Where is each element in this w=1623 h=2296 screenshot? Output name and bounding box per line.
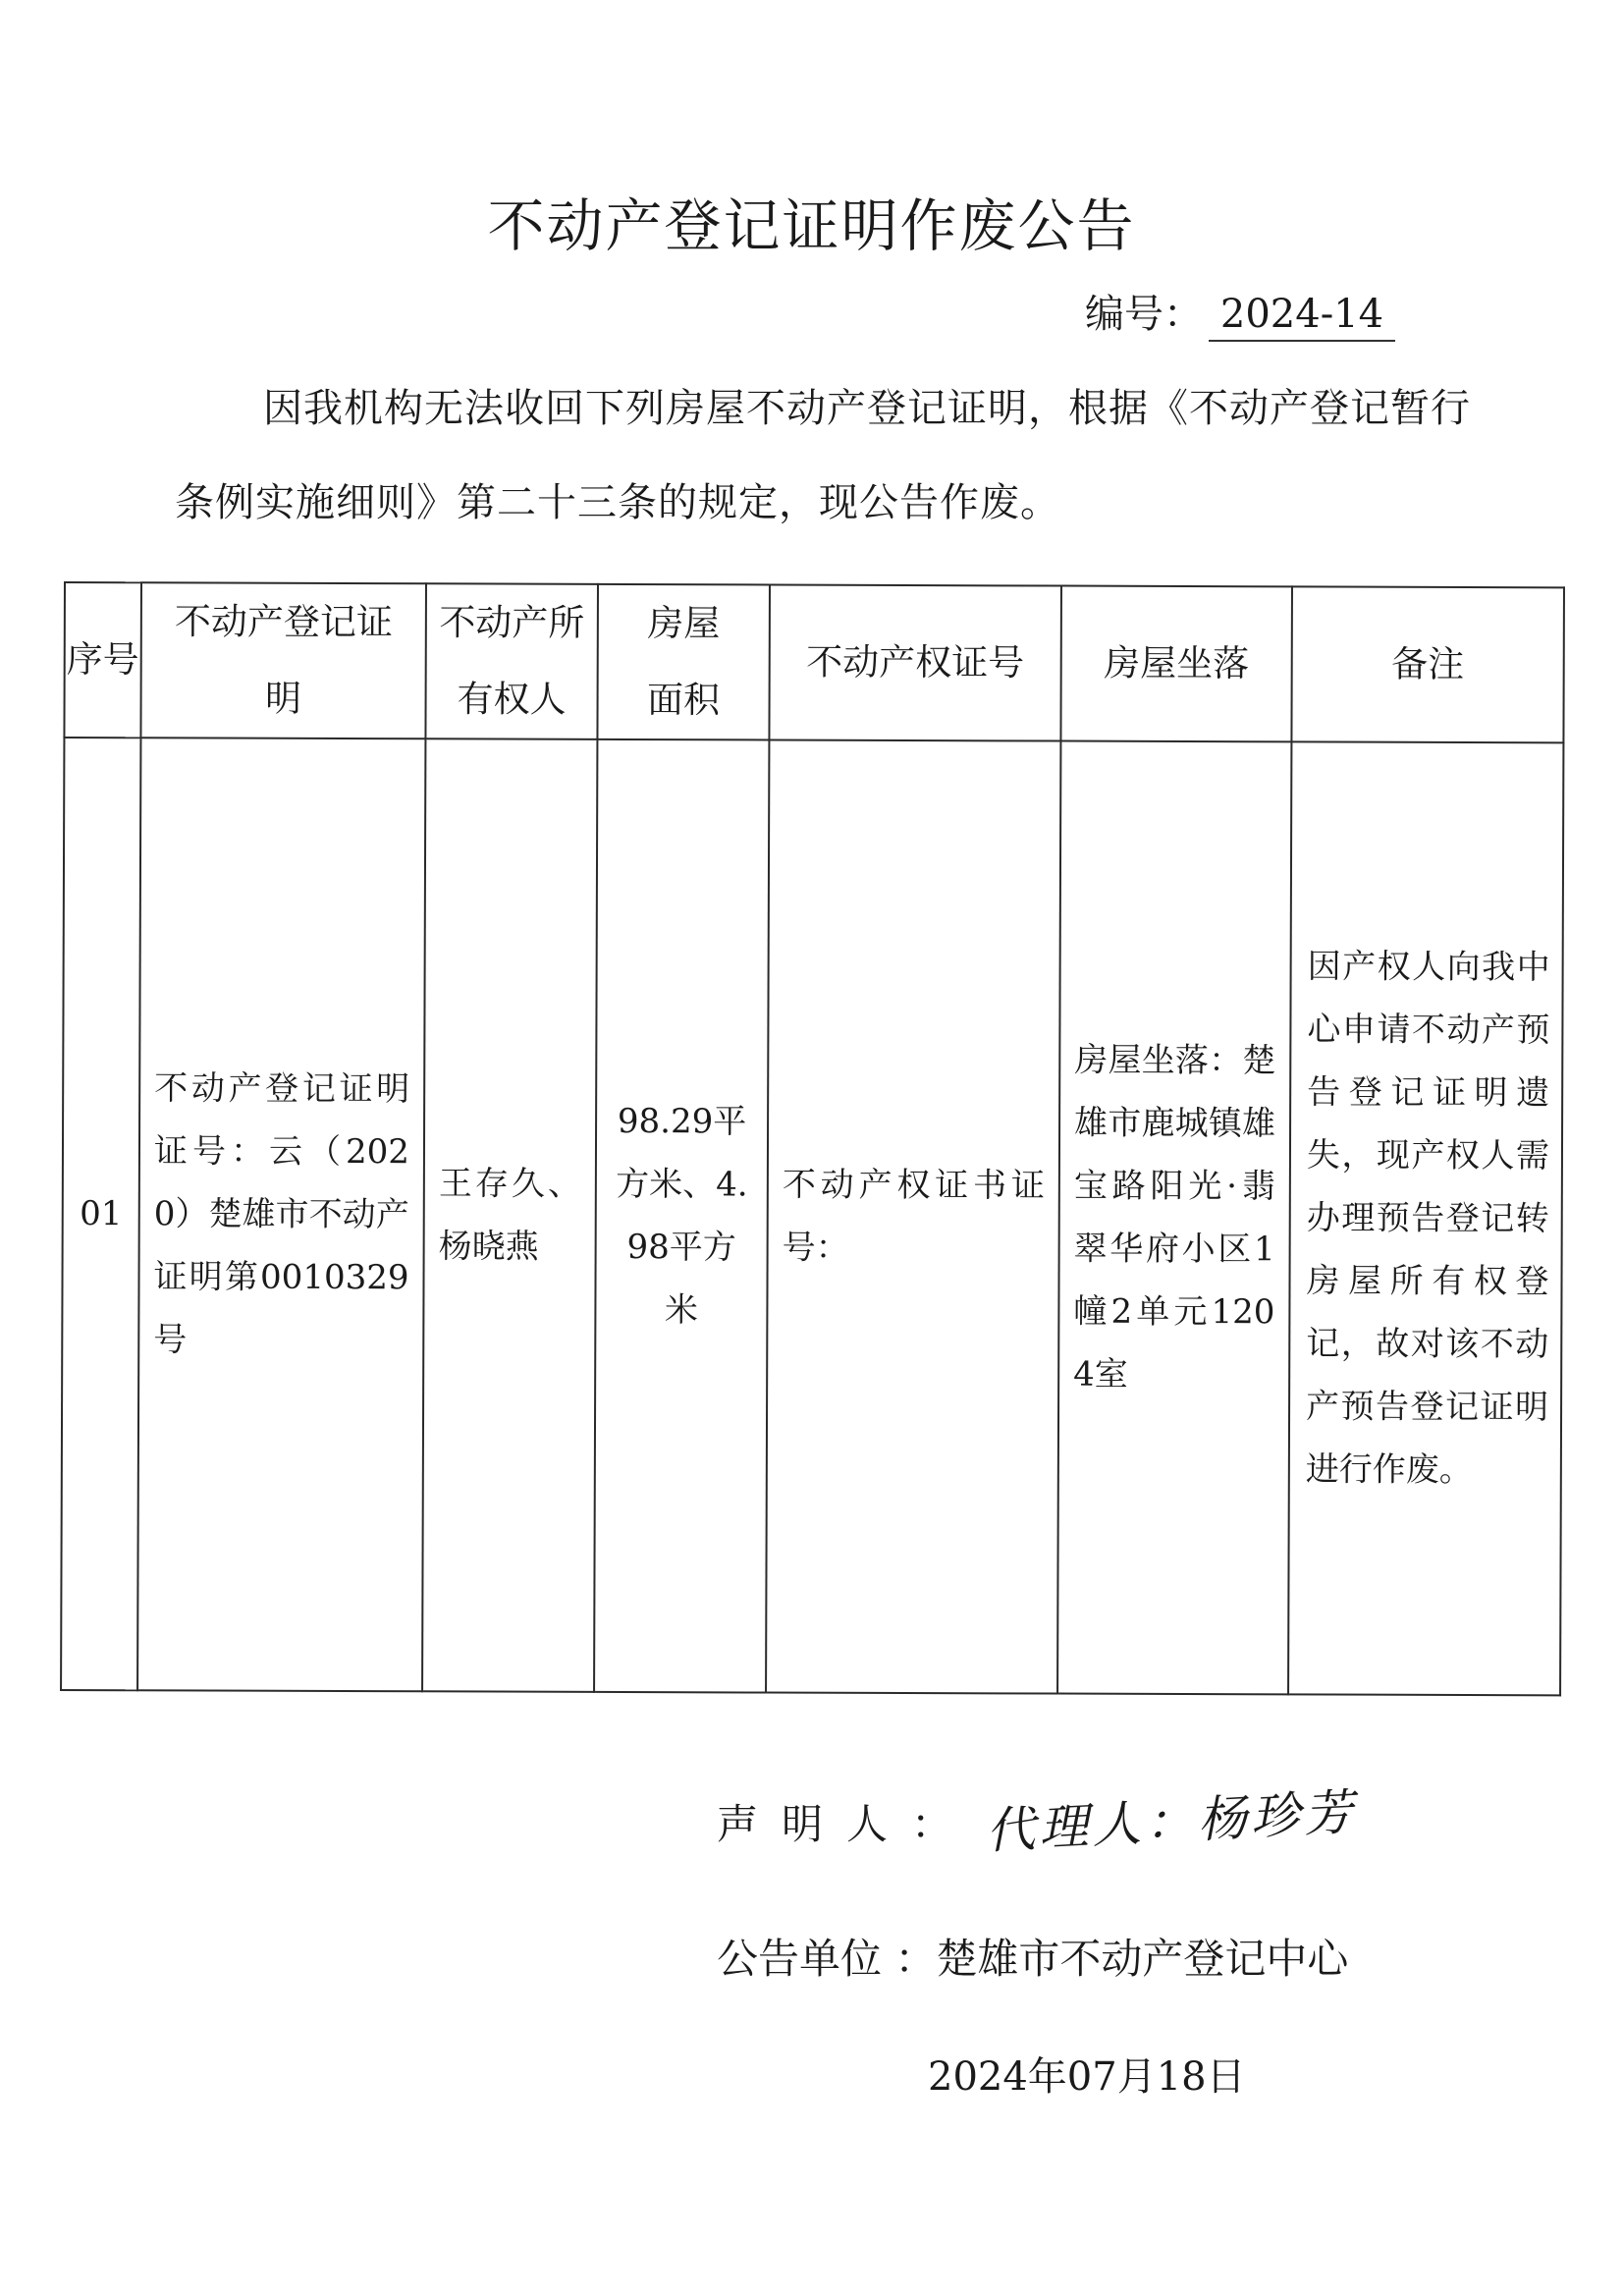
header-area: 房屋面积 (597, 584, 770, 740)
declarant-label: 声明人： (717, 1800, 977, 1848)
serial-value: 2024-14 (1209, 289, 1395, 342)
header-no: 序号 (64, 582, 141, 738)
header-owners: 不动产所有权人 (425, 583, 598, 739)
issuer-line (717, 1920, 1348, 1998)
cell-owners: 王存久、杨晓燕 (422, 738, 597, 1692)
header-certificate: 不动产登记证明 (140, 582, 426, 738)
serial-number (1085, 285, 1395, 344)
cell-remark: 因产权人向我中心申请不动产预告登记证明遗失，现产权人需办理预告登记转房屋所有权登记，故对该不动产预告登记证明进行作废。 (1288, 741, 1563, 1695)
header-remark: 备注 (1291, 586, 1564, 742)
serial-label: 编号： (1085, 292, 1203, 337)
intro-paragraph: 因我机构无法收回下列房屋不动产登记证明，根据《不动产登记暂行条例实施细则》第二十三条的规定，现公告作废。 (175, 386, 1471, 525)
document-title: 不动产登记证明作废公告 (487, 192, 1136, 259)
void-certificate-table (60, 581, 1565, 1696)
cell-location: 房屋坐落：楚雄市鹿城镇雄宝路阳光·翡翠华府小区1幢2单元1204室 (1057, 741, 1291, 1695)
table-row (61, 738, 1563, 1695)
issuer-name: 楚雄市不动产登记中心 (936, 1935, 1349, 1983)
cell-area: 98.29平方米、4.98平方米 (594, 739, 769, 1693)
declarant-signature: 代理人：杨珍芳 (984, 1783, 1359, 1860)
cell-no: 01 (61, 738, 140, 1690)
issuer-label: 公告单位 (717, 1935, 883, 1983)
table-header-row (64, 582, 1564, 742)
header-title-no: 不动产权证号 (769, 585, 1061, 741)
cell-certificate: 不动产登记证明证号：云（2020）楚雄市不动产证明第0010329号 (137, 738, 425, 1691)
header-location: 房屋坐落 (1060, 586, 1292, 742)
issuer-separator: ： (894, 1935, 937, 1983)
issue-date: 2024年07月18日 (928, 2054, 1246, 2100)
cell-title-no: 不动产权证书证号： (766, 740, 1060, 1694)
declarant-line (717, 1782, 1357, 1864)
